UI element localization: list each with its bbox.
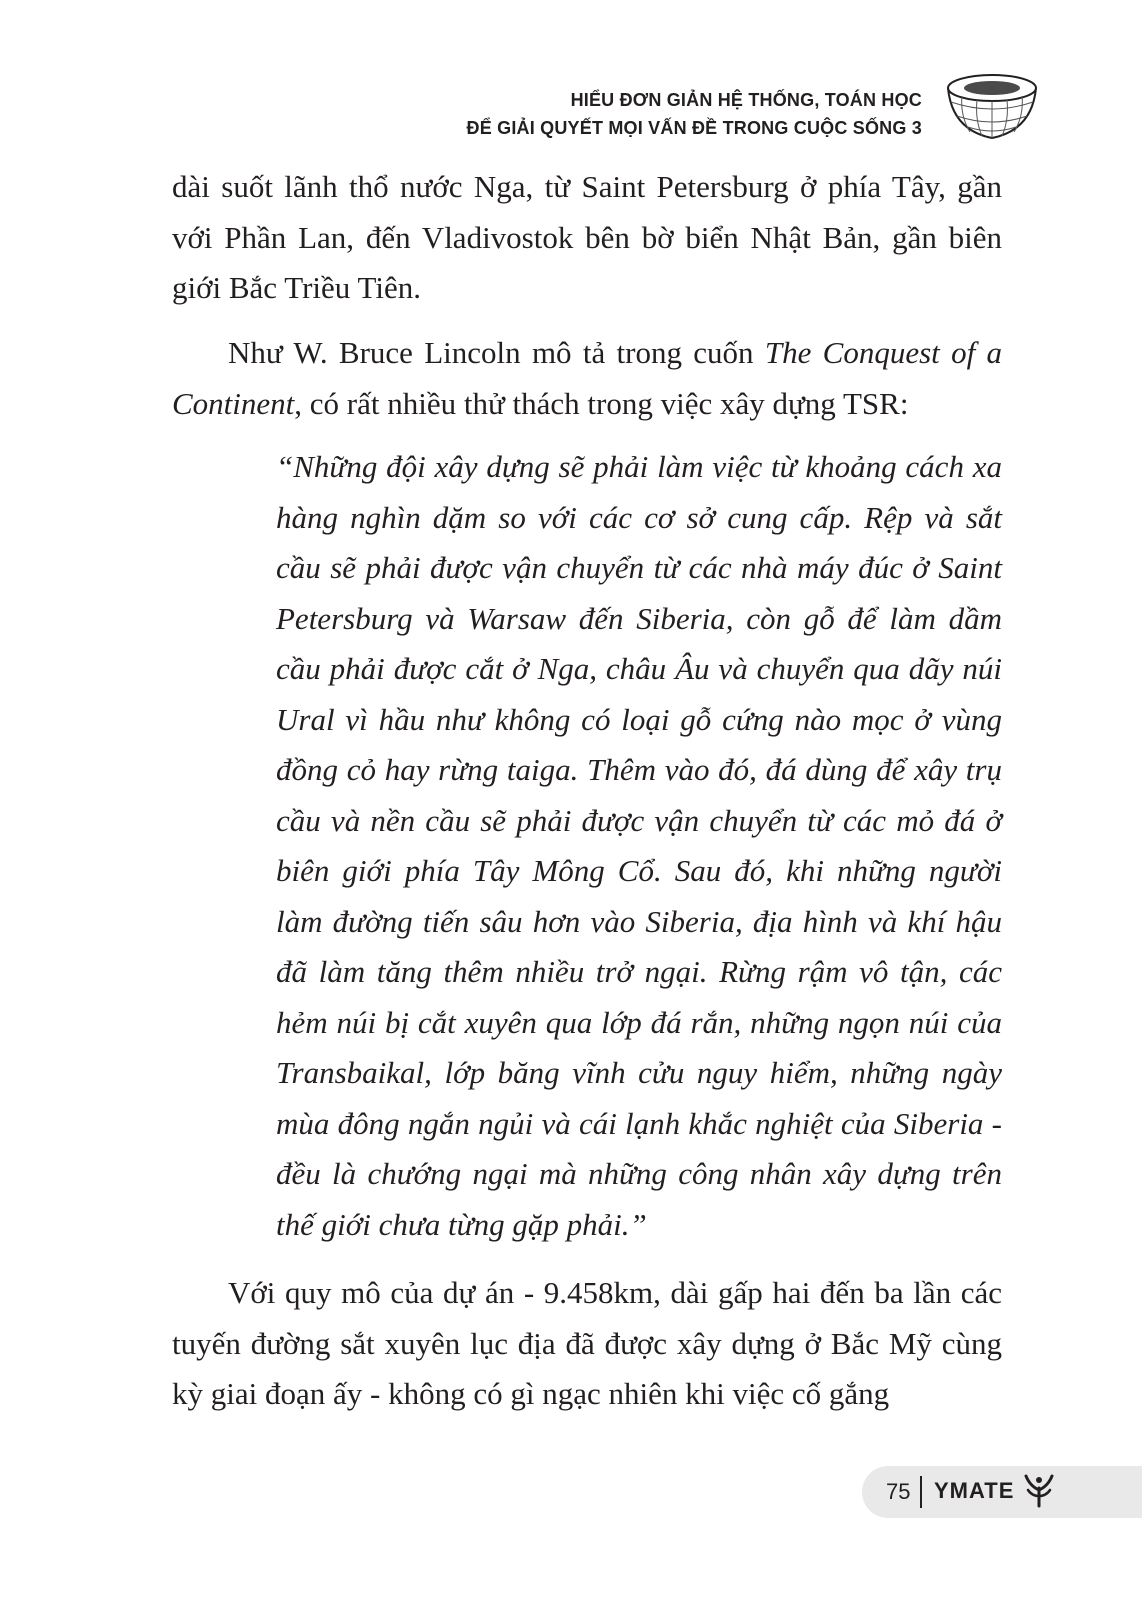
ymate-sprout-icon: [1022, 1472, 1056, 1508]
book-title: The Conquest of a Continent: [172, 335, 1002, 421]
running-head: [467, 86, 922, 142]
brand-name: YMATE: [934, 1478, 1015, 1503]
paragraph-2-text-before: Như W. Bruce Lincoln mô tả trong cuốn: [228, 335, 765, 370]
footer-divider: [920, 1476, 922, 1508]
block-quote: “Những đội xây dựng sẽ phải làm việc từ khoảng cách xa hàng nghìn dặm so với các cơ sở cung cấp. Rệp và sắt cầu sẽ phải được vận chuyển từ các nhà máy đúc ở Saint Petersburg và Warsaw đến Siberia, còn gỗ để làm dầm cầu phải được cắt ở Nga, châu Âu và chuyển qua dãy núi Ural vì hầu như không có loại gỗ cứng nào mọc ở vùng đồng cỏ hay rừng taiga. Thêm vào đó, đá dùng để xây trụ cầu và nền cầu sẽ phải được vận chuyển từ các mỏ đá ở biên giới phía Tây Mông Cổ. Sau đó, khi những người làm đường tiến sâu hơn vào Siberia, địa hình và khí hậu đã làm tăng thêm nhiều trở ngại. Rừng rậm vô tận, các hẻm núi bị cắt xuyên qua lớp đá rắn, những ngọn núi của Transbaikal, lớp băng vĩnh cửu nguy hiểm, những ngày mùa đông ngắn ngủi và cái lạnh khắc nghiệt của Siberia - đều là chướng ngại mà những công nhân xây dựng trên thế giới chưa từng gặp phải.”: [276, 449, 1002, 1242]
page-number: 75: [886, 1479, 911, 1504]
bowl-globe-icon: [942, 72, 1042, 144]
running-head-line-2: ĐỂ GIẢI QUYẾT MỌI VẤN ĐỀ TRONG CUỘC SỐNG 3: [466, 118, 922, 138]
paragraph-1: dài suốt lãnh thổ nước Nga, từ Saint Petersburg ở phía Tây, gần với Phần Lan, đến Vladivostok bên bờ biển Nhật Bản, gần biên giới Bắc Triều Tiên.: [172, 169, 1002, 305]
running-head-line-1: HIỂU ĐƠN GIẢN HỆ THỐNG, TOÁN HỌC: [570, 90, 922, 110]
paragraph-3: Với quy mô của dự án - 9.458km, dài gấp hai đến ba lần các tuyến đường sắt xuyên lục địa đã được xây dựng ở Bắc Mỹ cùng kỳ giai đoạn ấy - không có gì ngạc nhiên khi việc cố gắng: [172, 1275, 1002, 1411]
paragraph-2: [172, 328, 1002, 429]
paragraph-2-text-after: , có rất nhiều thử thách trong việc xây dựng TSR:: [294, 385, 909, 421]
